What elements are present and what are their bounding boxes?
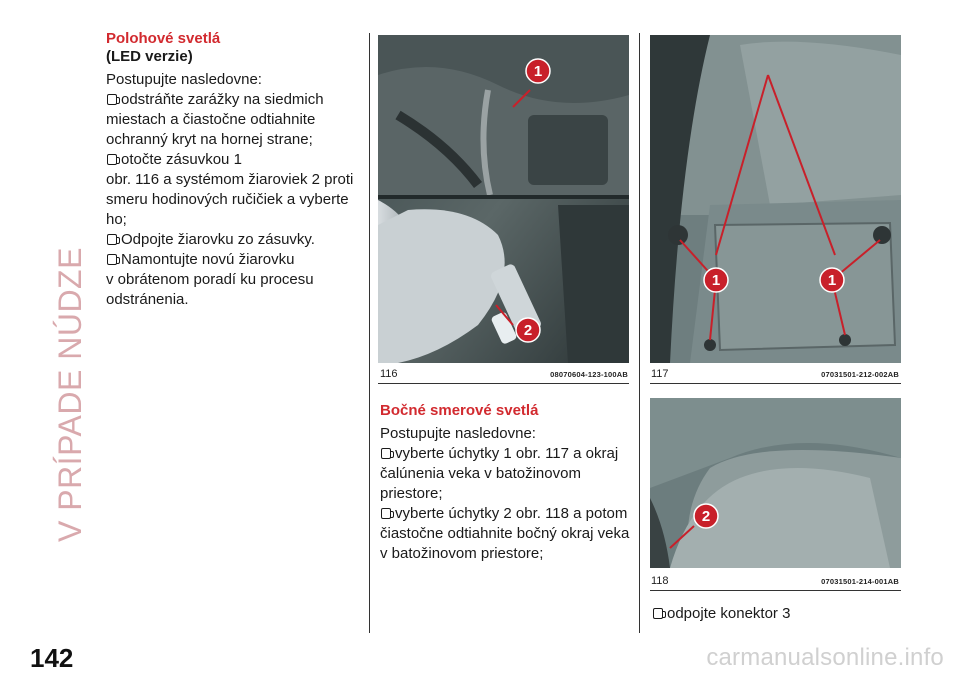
step-item: vyberte úchytky 1 obr. 117 a okraj čalúnenia veka v batožinovom priestore; xyxy=(380,445,619,502)
step-item: Namontujte novú žiarovku v obrátenom poradí ku procesu odstránenia. xyxy=(106,251,314,308)
chapter-side-title-text: V PRÍPADE NÚDZE xyxy=(52,247,88,542)
intro-text: Postupujte nasledovne: xyxy=(106,71,262,88)
step-bullet-icon xyxy=(653,608,663,619)
figure-117-callout-1b: 1 xyxy=(827,272,837,289)
step-item: odstráňte zarážky na siedmich miestach a čiastočne odtiahnite ochranný kryt na hornej strane; xyxy=(106,91,324,148)
figure-116-callout-2: 2 xyxy=(523,322,533,339)
section-side-indicators xyxy=(380,402,645,564)
watermark: carmanualsonline.info xyxy=(706,644,944,671)
figure-116-code: 08070604-123-100AB xyxy=(550,370,628,379)
figure-117-photo xyxy=(650,35,901,363)
figure-116-callout-1: 1 xyxy=(533,63,543,80)
figure-117-callout-1a: 1 xyxy=(711,272,721,289)
step-bullet-icon xyxy=(381,508,391,519)
page-number: 142 xyxy=(30,643,74,673)
chapter-side-title xyxy=(46,30,86,550)
section-position-lights xyxy=(106,30,356,310)
step-item: otočte zásuvkou 1 obr. 116 a systémom žiaroviek 2 proti smeru hodinových ručičiek a vyberte ho; xyxy=(106,151,354,228)
step-item: odpojte konektor 3 xyxy=(652,604,912,624)
step-bullet-icon xyxy=(107,94,117,105)
figure-118-photo xyxy=(650,398,901,568)
figure-116-photo xyxy=(378,35,629,363)
section-continued xyxy=(652,604,912,624)
intro-text: Postupujte nasledovne: xyxy=(380,425,536,442)
step-item: Odpojte žiarovku zo zásuvky. xyxy=(106,230,356,250)
figure-118-code: 07031501-214-001AB xyxy=(821,577,899,586)
step-item: vyberte úchytky 2 obr. 118 a potom čiastočne odtiahnite bočný okraj veka v batožinovom priestore; xyxy=(380,505,630,562)
step-list xyxy=(106,90,356,310)
figure-118-underline xyxy=(650,590,901,591)
step-bullet-icon xyxy=(107,234,117,245)
figure-116-underline xyxy=(378,383,629,384)
column-divider xyxy=(369,33,370,633)
figure-118-callout-2: 2 xyxy=(701,508,711,525)
figure-118-number: 118 xyxy=(651,575,669,587)
figure-118-caption xyxy=(651,575,899,587)
figure-117-code: 07031501-212-002AB xyxy=(821,370,899,379)
section-subtitle-led: (LED verzie) xyxy=(106,48,193,65)
section-title-side-indicators: Bočné smerové svetlá xyxy=(380,402,539,419)
figure-117-number: 117 xyxy=(651,368,669,380)
step-bullet-icon xyxy=(107,254,117,265)
step-bullet-icon xyxy=(107,154,117,165)
figure-117-underline xyxy=(650,383,901,384)
figure-116-caption xyxy=(380,368,628,380)
step-bullet-icon xyxy=(381,448,391,459)
figure-116-number: 116 xyxy=(380,368,398,380)
figure-117-caption xyxy=(651,368,899,380)
section-title-position-lights: Polohové svetlá xyxy=(106,30,221,47)
